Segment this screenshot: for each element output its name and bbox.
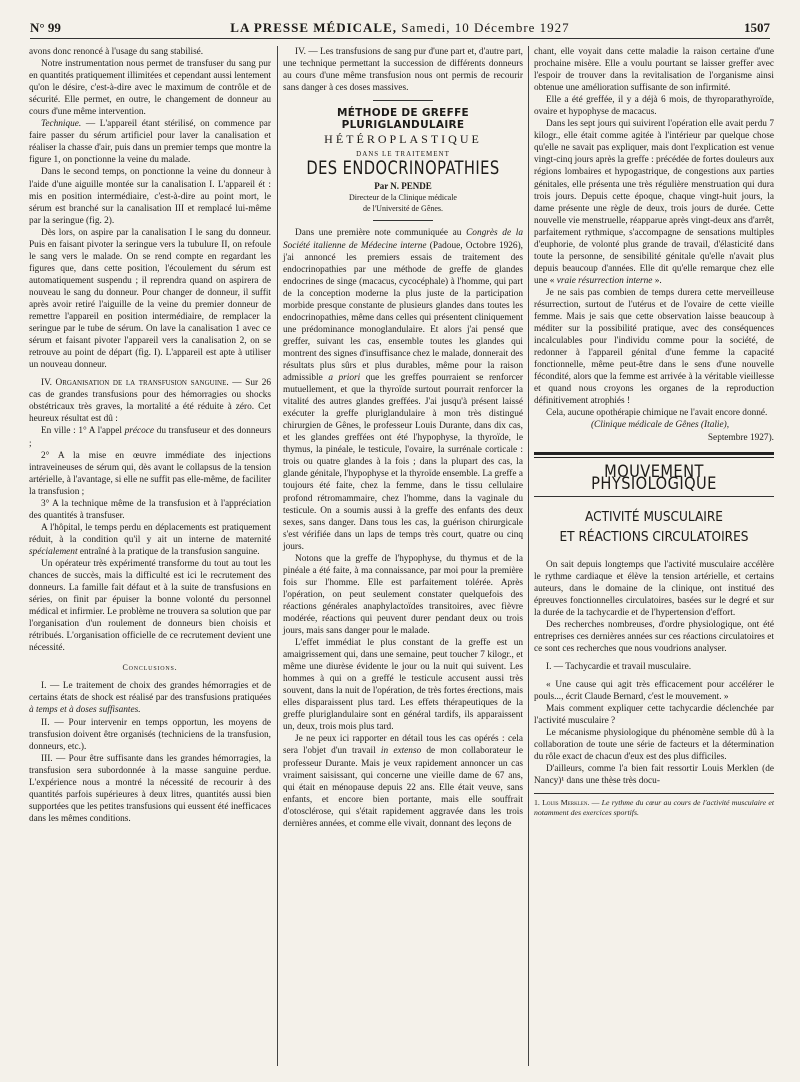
- page-header: [30, 20, 770, 38]
- column-divider: [277, 46, 278, 1066]
- section-label: IV. Organisation de la transfusion sanguine.: [41, 378, 229, 389]
- section-title: MOUVEMENT PHYSIOLOGIQUE: [591, 461, 717, 494]
- paragraph: On sait depuis longtemps que l'activité musculaire accélère le rythme cardiaque et élève la tension artérielle, et certains auteurs, dans le domaine de la clinique, ont institué des épreuves fonctionnelles circulatoires, basées sur le degré et sur la durée de la tachycardie et de l'hypertension d'effort.: [534, 559, 774, 618]
- separator: [373, 100, 433, 101]
- paragraph: Cela, aucune opothérapie chimique ne l'avait encore donné.: [546, 408, 768, 419]
- column-2: [283, 46, 523, 830]
- issue-date: Samedi, 10 Décembre 1927: [397, 20, 570, 35]
- paragraph: 3° A la technique même de la transfusion et à l'appréciation des quantités à transfuser.: [29, 498, 271, 521]
- article-title: MÉTHODE DE GREFFE PLURIGLANDULAIRE: [336, 107, 470, 132]
- paragraph: Dans les sept jours qui suivirent l'opération elle avait perdu 7 kilogr., elle était comme agitée à l'intérieur par quelque chose qu'elle ne savait pas expliquer, mais dont l'explication est venue vingt-cinq jours après la greffe : précédée de fortes douleurs aux régions lombaires et hypogastrique, de congestions aux parties génitales, elle présenta une très régulière menstruation qui dura trois jours. Depuis cette époque, chaque vingt-huit jours, la dame présente une règle de deux, trois jours de durée. Cette nouvelle vie menstruelle, réapparue après vingt-deux ans d'arrêt, parfaitement rythmique, s'accompagne de sensations multiples d'euphorie, de volonté plus grande de travail, d'élasticité dans toute la personne, de sensibilité génitale qu'elle n'avait plus depuis beaucoup d'années. Elle dit qu'elle remarque chez elle une « vraie résurrection interne ».: [534, 119, 774, 286]
- paragraph-label: Technique.: [41, 119, 82, 130]
- section-rule: [534, 496, 774, 497]
- paragraph: Je ne peux ici rapporter en détail tous les cas opérés : cela sera l'objet d'un travail in extenso de mon collaborateur le professeur Durante. Mais je veux rapidement annoncer un cas vraiment saisissant, qui concerne une vieille dame de 67 ans, qui était en ménopause depuis 22 ans. Elle était veuve, sans enfants, et encore bien portante, mais elle souffrait d'otosclérose, qui s'était rapidement aggravée dans les trois dernières années, et comme elle vivait, donnant des leçons de: [283, 734, 523, 829]
- affiliation: de l'Université de Gênes.: [362, 204, 444, 214]
- paragraph: Technique. — L'appareil étant stérilisé, on commence par faire passer du sérum artificiel pour laver la canalisation et réaliser la chasse d'air, puis dans un premier temps que montre la figure 1, on ponctionne la veine du malade.: [29, 119, 271, 166]
- paragraph: A l'hôpital, le temps perdu en déplacements est pratiquement réduit, à la condition qu'il y ait un interne de maternité spécialement entraîné à la pratique de la transfusion sanguine.: [29, 522, 271, 557]
- author: Par N. PENDE: [374, 181, 432, 192]
- paragraph: Dès lors, on aspire par la canalisation I le sang du donneur. Puis en faisant pivoter la seringue vers la tubulure II, on refoule le sang vers le malade. On se rend compte en regardant les figures que, dans cette position, l'écoulement du sérum est automatiquement suspendu ; il reprendra quand on aspirera de nouveau le sang du donneur. Pour changer de donneur, il suffit après avoir retiré l'aiguille de la veine du premier donneur de remettre l'appareil en position intermédiaire, de remplacer la seringue par le tube de sérum. On lave la canalisation 1 avec ce sérum et faisant pivoter l'appareil vers la canalisation 2, on se retrouve au point de départ (fig. I). L'appareil est apte à utiliser un nouveau donneur.: [29, 227, 271, 371]
- affiliation: Directeur de la Clinique médicale: [349, 193, 457, 203]
- article-subtitle: HÉTÉROPLASTIQUE: [324, 132, 482, 147]
- paragraph: Le mécanisme physiologique du phénomène semble dû à la collaboration de toute une série de facteurs et la détermination du rôle exact de chacun d'eux est des plus difficiles.: [534, 728, 774, 763]
- paragraph: « Une cause qui agit très efficacement pour accélérer le pouls..., écrit Claude Bernard, c'est le mouvement. »: [534, 680, 774, 703]
- page-number: 1507: [744, 20, 770, 35]
- paragraph: II. — Pour intervenir en temps opportun, les moyens de transfusion doivent être organisés (techniciens de la transfusion, donneurs, etc.).: [29, 717, 271, 752]
- paragraph: I. — Le traitement de choix des grandes hémorragies et de certains états de shock est réalisé par des transfusions pratiquées à temps et à doses suffisantes.: [29, 681, 271, 716]
- column-1: [29, 46, 271, 825]
- source-line: Septembre 1927).: [707, 432, 774, 443]
- paragraph: chant, elle voyait dans cette maladie la raison certaine d'une prochaine misère. Elle a voulu pourtant se laisser greffer avec l'espoir de trouver dans la revitalisation de l'organisme ainsi obtenue une amélioration suffisante de son infirmité.: [534, 47, 774, 94]
- paragraph: avons donc renoncé à l'usage du sang stabilisé.: [29, 47, 204, 57]
- subheading: I. — Tachycardie et travail musculaire.: [546, 662, 692, 673]
- paragraph: IV. — Les transfusions de sang pur d'une part et, d'autre part, une technique permettant la succession de différents donneurs au cours d'une même transfusion nous ont permis de recourir sans danger à ces doses massives.: [283, 47, 523, 94]
- source-line: (Clinique médicale de Gênes (Italie),: [590, 420, 730, 431]
- footnote: 1. Louis Merklen. — Le rythme du cœur au cours de l'activité musculaire et notamment des exercices sportifs.: [534, 793, 774, 818]
- paragraph: L'effet immédiat le plus constant de la greffe est un amaigrissement qui, dans une semaine, peut toucher 7 kilogr., et même une diurèse évidente le jour ou la nuit qui suivent. Les hommes à qui on a greffé le testicule accusent aussi très souvent, dans la nuit de l'opération, de très fortes érections, mais elles disparaissent plus tard. Les effets thérapeutiques de la greffe pluriglandulaire sont en général tardifs, ils apparaissent un, deux, trois mois plus tard.: [283, 638, 523, 733]
- paragraph: Elle a été greffée, il y a déjà 6 mois, de thyroparathyroïde, ovaire et hypophyse de macacus.: [534, 95, 774, 118]
- paragraph: Notons que la greffe de l'hypophyse, du thymus et de la pinéale a été faite, à ma connaissance, par moi pour la première fois sur l'homme. Elle est parfaitement tolérée. Après l'opération, on peut seulement constater quelquefois des réactions générales anaphylactoïdes transitoires, avec fièvre modérée, réactions qui peuvent durer pendant deux ou trois jours, mais sans danger pour le malade.: [283, 553, 523, 637]
- column-3: [534, 46, 774, 818]
- paragraph: Un opérateur très expérimenté transforme du tout au tout les chances de succès, mais la difficulté est ici le recrutement des donneurs. La famille fait défaut et à la suite de transfusions en séries, on finit par épuiser la bonne volonté du personnel médical et infirmier. Le problème ne trouvera sa solution que par l'organisation d'un roulement de donneurs bien choisis et rétribués. L'organisation officielle de ce recrutement devient une nécessité.: [29, 558, 271, 654]
- section-rule: [534, 452, 774, 455]
- issue-number: N° 99: [30, 20, 61, 35]
- separator: [373, 220, 433, 221]
- conclusions-heading: Conclusions.: [122, 663, 178, 673]
- paragraph: En ville : 1° A l'appel précoce du transfuseur et des donneurs ;: [29, 426, 271, 449]
- paragraph: Des recherches nombreuses, d'ordre physiologique, ont été entreprises ces dernières années sur ces réactions circulatoires et ce sont ces recherches que nous voudrions analyser.: [534, 619, 774, 654]
- paragraph: Dans une première note communiquée au Congrès de la Société italienne de Médecine interne (Padoue, Octobre 1926), j'ai annoncé les premiers essais de traitement des endocrinopathies par une méthode de greffe de glandes endocrines de singe (macacus, cycocéphale) à l'homme, qui part de la conception moderne la plus juste de la participation morbide presque constante de plusieurs glandes dans toutes les endocrinopathies, même dans celles qui présentent cliniquement une prédominance monoglandulaire. Et alors j'ai pensé que greffer, suivant les cas, ensemble toutes les glandes qui montrent des signes d'insuffisance chez le malade, donnerait des résultats plus sûrs et plus durables, même pour la raison admissible a priori que les greffes pourraient se renforcer mutuellement, et que la thyroïde surtout pourrait renforcer la vitalité des autres glandes greffées. J'ai jusqu'à présent laissé exécuter la greffe pluriglandulaire à mon très distingué chirurgien de Gênes, le professeur Louis Durante, dans dix cas, et les glandes greffées ont été l'hypophyse, la thyroïde, le thymus, la pinéale, le testicule, l'ovaire, la surrénale corticale : trois ou quatre glandes à la fois ; dans la plupart des cas, la glande génitale, l'hypophyse et la thyroïde ensemble. La greffe a toujours été faite, chez la femme, dans le tissu cellulaire profond rétromammaire, chez l'homme, dans la vaginale du testicule. On a soumis aussi à la greffe des enfants des deux sexes, sans danger. Dans tous les cas, la guérison chirurgicale s'est vérifiée dans un laps de temps très court, quatre ou cinq jours.: [283, 228, 524, 552]
- article-title: ACTIVITÉ MUSCULAIRE ET RÉACTIONS CIRCULATOIRES: [559, 508, 749, 545]
- article-title-main: DES ENDOCRINOPATHIES: [306, 157, 500, 180]
- paragraph: Dans le second temps, on ponctionne la veine du donneur à l'aide d'une aiguille montée sur la canalisation I. L'appareil ét : mis en position intermédiaire, c'est-à-dire au point mort, le sérum est branché sur la canalisation III et remplacé lui-même par la seringue (fig. 2).: [29, 167, 271, 226]
- paragraph: Je ne sais pas combien de temps durera cette merveilleuse résurrection, surtout de l'utérus et de l'ovaire de cette vieille femme. Mais je sais que cette observation laisse beaucoup à méditer sur la possibilité pratique, avec des conséquences incalculables pour l'individu comme pour la société, de redonner à l'appareil génital d'une femme la capacité fonctionnelle, même peut-être dans le sens d'une nouvelle fécondité, alors que la femme est arrivée à la véritable vieillesse et quand nous croyons les organes de la reproduction définitivement atrophiés !: [534, 287, 774, 407]
- paragraph: IV. Organisation de la transfusion sanguine. — Sur 26 cas de grandes transfusions pour des hémorragies ou shocks obstétricaux très graves, la mortalité a été réduite à zéro. Cet heureux résultat est dû :: [29, 378, 271, 425]
- header-rule: [30, 38, 770, 39]
- paragraph: Mais comment expliquer cette tachycardie déclenchée par l'activité musculaire ?: [534, 704, 774, 727]
- column-divider: [528, 46, 529, 1066]
- paragraph: 2° A la mise en œuvre immédiate des injections intraveineuses de sérum qui, dès avant le collapsus de la tension artérielle, à l'avantage, si elle ne suffit pas elle-même, de faciliter la transfusion ;: [29, 450, 271, 497]
- paragraph: D'ailleurs, comme l'a bien fait ressortir Louis Merklen (de Nancy)¹ dans une thèse très docu-: [534, 764, 774, 787]
- paragraph: Notre instrumentation nous permet de transfuser du sang pur en quantités pratiquement illimitées et cependant aussi lentement qu'on le désire, c'est-à-dire avec le maximum de contrôle et de sécurité. Elle permet, en outre, le changement de donneur au cours d'une même intervention.: [29, 59, 271, 118]
- section-rule: [534, 457, 774, 458]
- article-title-connector: DANS LE TRAITEMENT: [356, 150, 450, 159]
- paragraph: III. — Pour être suffisante dans les grandes hémorragies, la transfusion sera subordonnée à la masse sanguine perdue. L'expérience nous a montré la nécessité de recourir à des quantités parfois supérieures à deux litres, quantités aussi bien supportées que les petites transfusions qui eussent été inefficaces dans les mêmes conditions.: [29, 753, 271, 824]
- journal-line: [30, 20, 770, 36]
- journal-title: LA PRESSE MÉDICALE,: [230, 20, 398, 35]
